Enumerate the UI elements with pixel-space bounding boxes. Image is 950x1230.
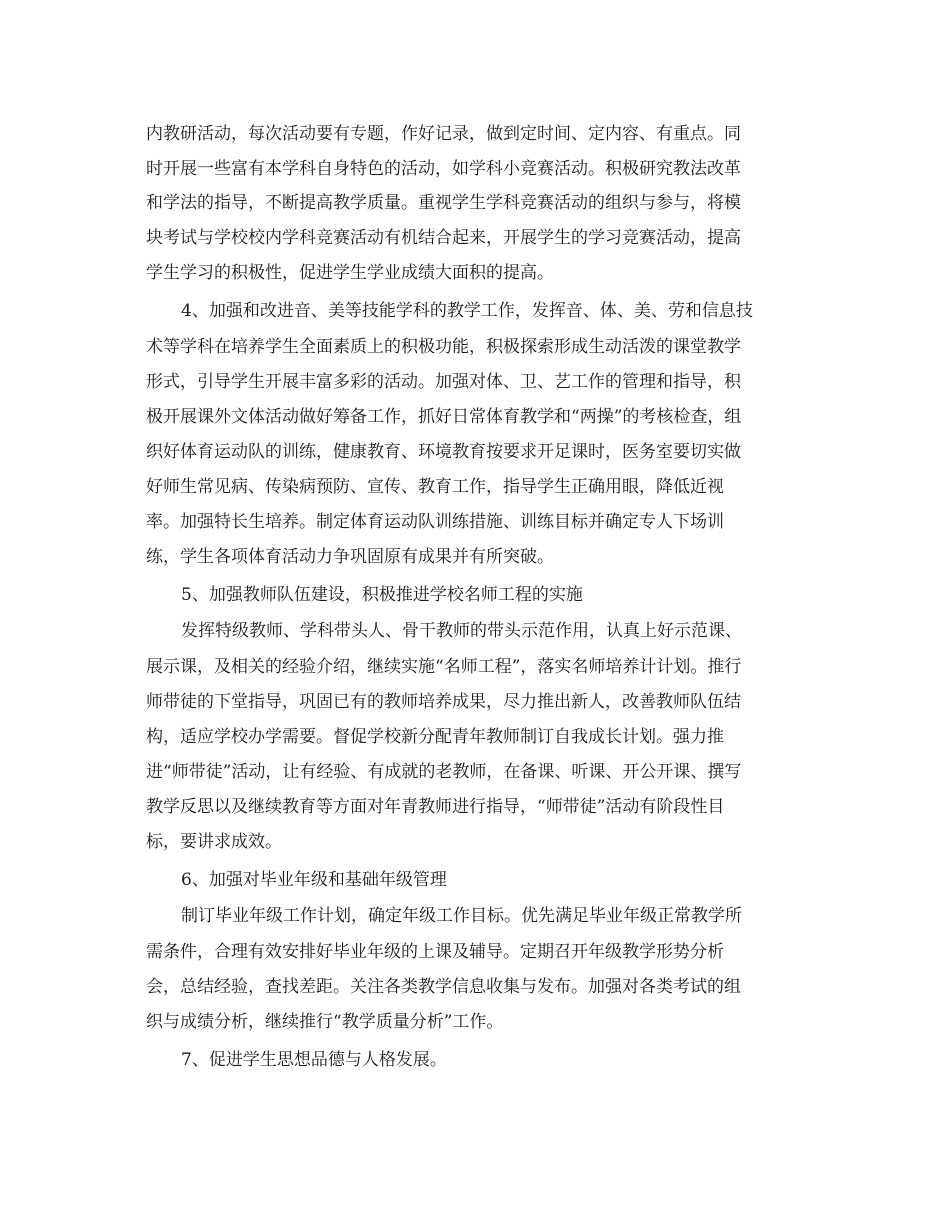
text-line: 教学反思以及继续教育等方面对年青教师进行指导，“师带徒”活动有阶段性目 — [146, 797, 725, 817]
text-line: 需条件，合理有效安排好毕业年级的上课及辅导。定期召开年级教学形势分析 — [146, 942, 724, 962]
text-line: 5、加强教师队伍建设，积极推进学校名师工程的实施 — [181, 585, 583, 605]
text-line: 6、加强对毕业年级和基础年级管理 — [181, 870, 447, 890]
text-line: 展示课，及相关的经验介绍，继续实施“名师工程”，落实名师培养计计划。推行 — [146, 657, 742, 677]
text-line: 好师生常见病、传染病预防、宣传、教育工作，指导学生正确用眼，降低近视 — [146, 477, 724, 497]
text-line: 率。加强特长生培养。制定体育运动队训练措施、训练目标并确定专人下场训 — [146, 512, 724, 532]
text-line: 制订毕业年级工作计划，确定年级工作目标。优先满足毕业年级正常教学所 — [181, 906, 742, 926]
text-line: 会，总结经验，查找差距。关注各类教学信息收集与发布。加强对各类考试的组 — [146, 977, 741, 997]
text-line: 织好体育运动队的训练，健康教育、环境教育按要求开足课时，医务室要切实做 — [146, 442, 741, 462]
text-line: 构，适应学校办学需要。督促学校新分配青年教师制订自我成长计划。强力推 — [146, 727, 724, 747]
text-line: 7、促进学生思想品德与人格发展。 — [181, 1050, 447, 1070]
text-line: 织与成绩分析，继续推行“教学质量分析”工作。 — [146, 1012, 504, 1032]
text-line: 和学法的指导，不断提高教学质量。重视学生学科竞赛活动的组织与参与，将模 — [146, 193, 741, 213]
text-line: 形式，引导学生开展丰富多彩的活动。加强对体、卫、艺工作的管理和指导，积 — [146, 372, 741, 392]
text-line: 师带徒的下堂指导，巩固已有的教师培养成果，尽力推出新人，改善教师队伍结 — [146, 692, 741, 712]
text-line: 进“师带徒”活动，让有经验、有成就的老教师，在备课、听课、开公开课、撰写 — [146, 762, 742, 782]
text-line: 术等学科在培养学生全面素质上的积极功能，积极探索形成生动活泼的课堂教学 — [146, 337, 741, 357]
text-line: 内教研活动，每次活动要有专题，作好记录，做到定时间、定内容、有重点。同 — [146, 124, 741, 144]
text-line: 学生学习的积极性，促进学生学业成绩大面积的提高。 — [146, 263, 554, 283]
text-line: 时开展一些富有本学科自身特色的活动，如学科小竞赛活动。积极研究教法改革 — [146, 159, 741, 179]
text-line: 极开展课外文体活动做好筹备工作，抓好日常体育教学和“两操”的考核检查，组 — [146, 407, 742, 427]
text-line: 4、加强和改进音、美等技能学科的教学工作，发挥音、体、美、劳和信息技 — [181, 301, 753, 321]
text-line: 发挥特级教师、学科带头人、骨干教师的带头示范作用，认真上好示范课、 — [181, 621, 742, 641]
text-line: 标，要讲求成效。 — [146, 832, 282, 852]
text-line: 块考试与学校校内学科竞赛活动有机结合起来，开展学生的学习竞赛活动，提高 — [146, 228, 741, 248]
text-line: 练，学生各项体育活动力争巩固原有成果并有所突破。 — [146, 547, 554, 567]
